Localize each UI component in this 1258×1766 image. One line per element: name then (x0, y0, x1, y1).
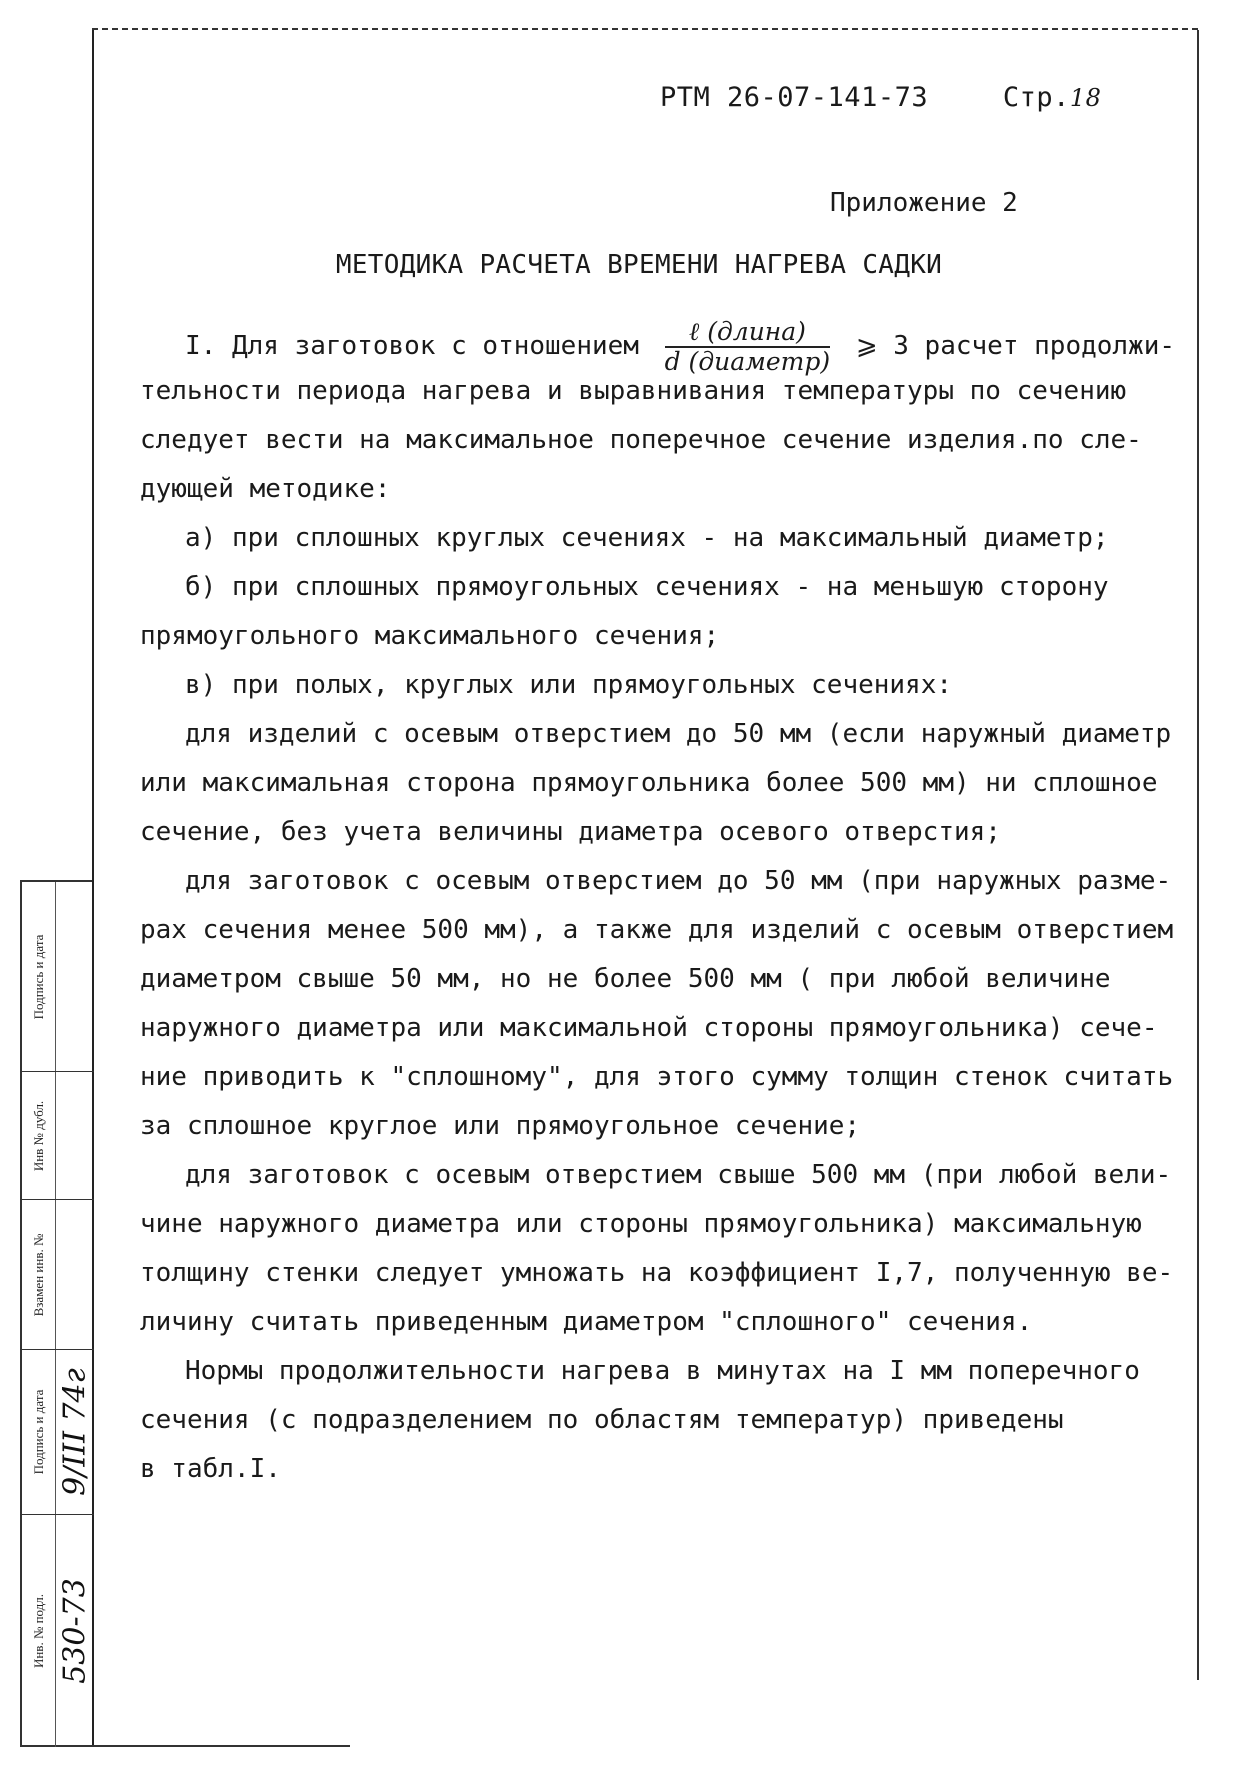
para-c2-line-6: за сплошное круглое или прямоугольное сечение; (140, 1111, 861, 1141)
para-norms-line-3: в табл.I. (140, 1454, 281, 1484)
stamp-cell-inv-podl (22, 1515, 94, 1747)
stamp-value-inv-podl: 530-73 (57, 1578, 93, 1684)
stamp-label-signature-date: Подпись и дата (30, 934, 46, 1019)
stamp-label-cell (22, 882, 56, 1071)
stamp-value-signature-date: 9/III 74г (57, 1368, 93, 1496)
fraction-numerator: ℓ (длина) (665, 318, 831, 348)
page-header (660, 82, 1101, 113)
stamp-cell-signature-date (22, 882, 94, 1072)
para-c2-line-4: наружного диаметра или максимальной стороны прямоугольника) сече- (140, 1013, 1158, 1043)
para-c1-line-1: для изделий с осевым отверстием до 50 мм (если наружный диаметр (185, 719, 1172, 749)
item-b-line-1: б) при сплошных прямоугольных сечениях - на меньшую сторону (185, 572, 1109, 602)
stamp-label-vzamen: Взамен инв. № (30, 1233, 46, 1316)
page-number: 18 (1069, 84, 1102, 112)
stamp-label-cell (22, 1350, 56, 1514)
stamp-label-cell (22, 1515, 56, 1747)
stamp-hand-cell (56, 1515, 94, 1747)
fraction-denominator: d (диаметр) (664, 346, 831, 376)
paragraph-1-line-4: дующей методике: (140, 474, 391, 504)
registration-stamp (20, 880, 92, 1745)
item-a: а) при сплошных круглых сечениях - на максимальный диаметр; (185, 523, 1109, 553)
paragraph-1-lead: I. Для заготовок с отношением (185, 331, 639, 361)
document-code: РТМ 26-07-141-73 (660, 82, 929, 113)
stamp-cell-signature-date-2 (22, 1350, 94, 1515)
para-c2-line-3: диаметром свыше 50 мм, но не более 500 мм ( при любой величине (140, 964, 1111, 994)
item-b-line-2: прямоугольного максимального сечения; (140, 621, 720, 651)
para-c3-line-1: для заготовок с осевым отверстием свыше 500 мм (при любой вели- (185, 1160, 1172, 1190)
para-c2-line-2: рах сечения менее 500 мм), а также для изделий с осевым отверстием (140, 915, 1174, 945)
page-label: Стр. (1002, 82, 1070, 113)
paragraph-1-line-2: тельности периода нагрева и выравнивания температуры по сечению (140, 376, 1127, 406)
stamp-cell-inv-dubl (22, 1072, 94, 1200)
para-c2-line-5: ние приводить к "сплошному", для этого сумму толщин стенок считать (140, 1062, 1174, 1092)
para-c3-line-2: чине наружного диаметра или стороны прямоугольника) максимальную (140, 1209, 1142, 1239)
frame-top-border (92, 28, 1198, 30)
document-body (140, 317, 1176, 1494)
paragraph-1-line-1 (140, 317, 1176, 376)
stamp-label-cell (22, 1200, 56, 1349)
para-c2-line-1: для заготовок с осевым отверстием до 50 мм (при наружных разме- (185, 866, 1172, 896)
para-norms-line-2: сечения (с подразделением по областям температур) приведены (140, 1405, 1064, 1435)
para-c1-line-3: сечение, без учета величины диаметра осевого отверстия; (140, 817, 1001, 847)
stamp-label-inv-dubl: Инв № дубл. (30, 1100, 46, 1171)
stamp-cell-vzamen (22, 1200, 94, 1350)
document-title: МЕТОДИКА РАСЧЕТА ВРЕМЕНИ НАГРЕВА САДКИ (335, 250, 943, 280)
para-norms-line-1: Нормы продолжительности нагрева в минутах на I мм поперечного (185, 1356, 1140, 1386)
para-c3-line-3: толщину стенки следует умножать на коэффициент I,7, полученную ве- (140, 1258, 1174, 1288)
stamp-label-cell (22, 1072, 56, 1199)
para-c1-line-2: или максимальная сторона прямоугольника более 500 мм) ни сплошное (140, 768, 1158, 798)
item-c: в) при полых, круглых или прямоугольных сечениях: (185, 670, 953, 700)
appendix-label: Приложение 2 (830, 188, 1018, 218)
para-c3-line-4: личину считать приведенным диаметром "сплошного" сечения. (140, 1307, 1033, 1337)
paragraph-1-line-3: следует вести на максимальное поперечное сечение изделия.по сле- (140, 425, 1142, 455)
stamp-label-inv-podl: Инв. № подл. (30, 1593, 46, 1669)
paragraph-1-tail: ⩾ 3 расчет продолжи- (855, 331, 1176, 361)
stamp-hand-cell (56, 1350, 94, 1514)
stamp-label-signature-date-2: Подпись и дата (30, 1389, 46, 1475)
